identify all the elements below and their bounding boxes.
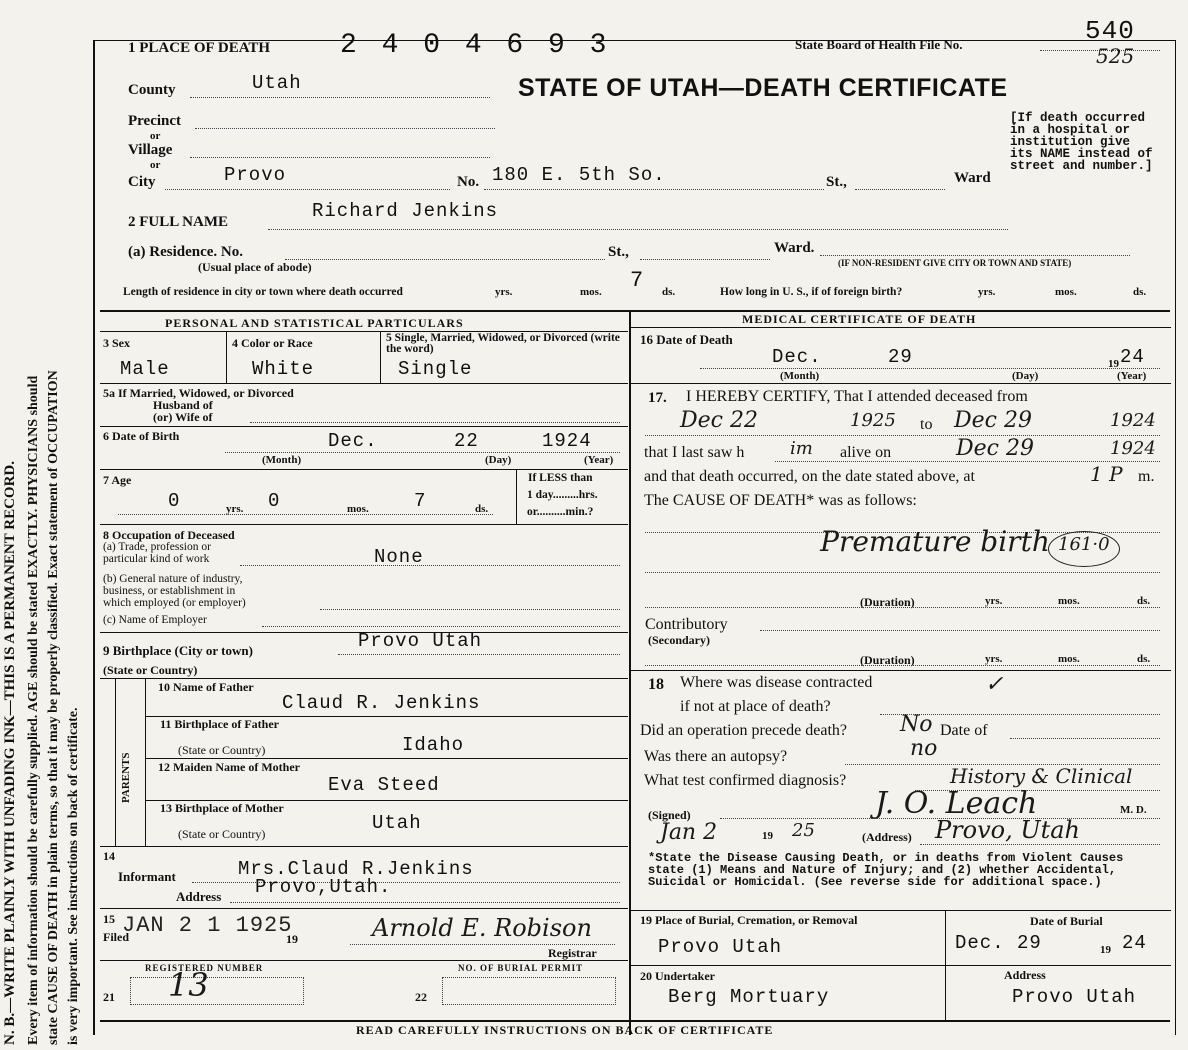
certify-text: I HEREBY CERTIFY, That I attended deceased from [686,388,1028,405]
alive-year: 1924 [1110,438,1156,459]
father-bp-sub: (State or Country) [178,743,266,757]
burial-permit-field: 22 [415,990,427,1004]
duration-line-1 [645,607,1160,608]
section-top-line [100,310,1170,312]
employer-line [262,626,620,627]
occupation-label: 8 Occupation of Deceased [103,528,235,542]
test-value: History & Clinical [950,764,1133,788]
city-label: City [128,174,156,190]
or-label-2: or [150,159,161,171]
signed-value: J. O. Leach [875,786,1038,821]
signed-label: (Signed) [648,808,691,822]
spouse-line [250,422,620,423]
city-line [165,189,450,190]
test-text: What test confirmed diagnosis? [644,772,847,789]
occupation-line [240,565,620,566]
residence-ward: Ward. [774,240,815,256]
county-value: Utah [252,72,302,94]
father-bp-value: Idaho [402,734,465,756]
left-border [93,40,95,1035]
dod-year: 24 [1120,346,1145,368]
or-min-label: or..........min.? [527,506,594,518]
occupation-a1: (a) Trade, profession or [103,541,211,553]
age-line [118,514,493,515]
registrar-line [350,944,615,945]
birthplace-line [338,654,620,655]
personal-section-title: PERSONAL AND STATISTICAL PARTICULARS [165,316,464,330]
m-label: m. [1138,468,1155,485]
q18-mark: ✓ [985,672,1004,697]
dob-year-caption: (Year) [584,454,614,466]
street-no-label: No. [457,174,480,190]
color-label: 4 Color or Race [232,336,313,350]
filed-num: 15 [103,912,115,926]
mother-bp-sub: (State or Country) [178,827,266,841]
age-mos-value: 0 [268,490,281,512]
burial-permit-box [442,977,616,1005]
usual-place: (Usual place of abode) [198,260,312,274]
parents-label: PARENTS [120,752,132,803]
nonresident-note: (IF NON-RESIDENT GIVE CITY OR TOWN AND STATE) [838,258,1072,268]
filed-label: Filed [103,930,129,944]
attended-from: Dec 22 [680,408,758,433]
medical-title-line [631,327,1171,328]
sex-label: 3 Sex [103,336,130,350]
father-value: Claud R. Jenkins [282,692,481,714]
undertaker-address-value: Provo Utah [1012,986,1137,1008]
filed-date: JAN 2 1 1925 [122,913,293,938]
color-value: White [252,358,315,380]
informant-num: 14 [103,849,115,863]
informant-address-line [230,902,620,903]
place-of-death-label: 1 PLACE OF DEATH [128,40,271,56]
operation-line [1010,738,1160,739]
ward-line [855,189,945,190]
signed-date: Jan 2 [660,820,718,845]
duration-yrs-2: yrs. [985,653,1003,665]
length-residence-label: Length of residence in city or town where death occurred [123,286,403,298]
contributory-line [760,630,1160,631]
burial-permit-label: NO. OF BURIAL PERMIT [458,963,584,973]
full-name-label: 2 FULL NAME [128,214,229,230]
informant-value: Mrs.Claud R.Jenkins [238,858,474,880]
parents-box-left [115,678,116,846]
attended-from-year: 1925 [850,410,896,431]
street-value: 180 E. 5th So. [492,164,666,186]
duration-mos-2: mos. [1058,653,1080,665]
burial-date-label: Date of Burial [1030,914,1103,928]
dob-month: Dec. [328,430,378,452]
attended-line [645,435,1160,436]
age-mos-label: mos. [347,503,369,515]
father-bp-label: 11 Birthplace of Father [160,717,279,731]
spouse-label-1: 5a If Married, Widowed, or Divorced [103,386,294,400]
village-line [190,157,490,158]
state-file-number: 540 [1085,16,1135,46]
operation-value: No [900,712,933,737]
dod-day: 29 [888,346,913,368]
residence-label: (a) Residence. No. [128,244,243,260]
duration-ds-2: ds. [1137,653,1151,665]
burial-date-value: Dec. 29 [955,932,1042,954]
medical-row-line-2 [631,670,1171,671]
us-ds: ds. [1133,286,1147,298]
full-name-line [268,229,1008,230]
certificate-title: STATE OF UTAH—DEATH CERTIFICATE [518,74,1008,102]
mother-bp-value: Utah [372,812,422,834]
residence-line-3 [820,255,1130,256]
burial-19: 19 [1100,944,1111,956]
precinct-line [195,128,495,129]
last-saw-text: that I last saw h [644,444,745,461]
mother-value: Eva Steed [328,774,440,796]
cause-code: 161·0 [1058,534,1110,555]
less-than-label: If LESS than [528,472,593,484]
row-line-8 [145,758,628,759]
signed-date-19: 19 [762,830,773,842]
marital-label: 5 Single, Married, Widowed, or Divorced (write the word) [386,332,620,355]
secondary-label: (Secondary) [648,633,710,647]
medical-row-line-1 [631,383,1171,384]
father-label: 10 Name of Father [158,680,254,694]
alive-date: Dec 29 [956,436,1034,461]
undertaker-address-label: Address [1004,968,1046,982]
attended-to: Dec 29 [954,408,1032,433]
us-yrs: yrs. [978,286,996,298]
age-ds-value: 7 [414,490,427,512]
street-line [484,189,824,190]
undertaker-label: 20 Undertaker [640,969,715,983]
us-mos: mos. [1055,286,1077,298]
contributory-label: Contributory [645,616,728,633]
duration-2: (Duration) [860,653,915,667]
undertaker-value: Berg Mortuary [668,986,830,1008]
side-note-line3: state CAUSE OF DEATH in plain terms, so that it may be properly classified. Exact statement of OCCUPATION [46,370,61,1045]
row-line-4 [100,524,628,525]
city-value: Provo [224,164,287,186]
occurred-time: 1 P [1090,462,1123,486]
registrar-signature: Arnold E. Robison [372,914,592,942]
cert-17-num: 17. [648,390,667,406]
burial-year: 24 [1122,932,1147,954]
occupation-value: None [374,546,424,568]
address-value: Provo, Utah [935,816,1080,844]
row-line-11 [100,908,628,909]
operation-text: Did an operation precede death? [640,722,848,739]
precinct-label: Precinct [128,113,182,129]
reg-num-field: 21 [103,990,115,1004]
state-file-label: State Board of Health File No. [795,37,963,52]
birthplace-label: 9 Birthplace (City or town) [103,643,253,658]
age-ds-label: ds. [475,503,489,515]
burial-place-label: 19 Place of Burial, Cremation, or Removal [640,913,858,927]
side-note-line2: Every item of information should be carefully supplied. AGE should be stated EXACTLY. PHYSICIANS should [26,375,41,1045]
st-label: St., [826,174,847,190]
duration-1: (Duration) [860,595,915,609]
parents-box-inner [145,678,146,846]
age-yrs-label: yrs. [226,503,244,515]
center-divider [629,310,631,1035]
dob-label: 6 Date of Birth [103,429,180,443]
occupation-b2: business, or establishment in [103,585,236,597]
right-border [1175,40,1176,1035]
occupation-b-line [320,609,620,610]
occupation-b3: which employed (or employer) [103,597,246,609]
dob-year: 1924 [542,430,592,452]
hospital-note: [If death occurred in a hospital or institution give its NAME instead of street and number.] [1010,111,1153,173]
mother-label: 12 Maiden Name of Mother [158,760,300,774]
medical-row-line-3 [631,910,1171,911]
attended-to-year: 1924 [1110,410,1156,431]
dod-month: Dec. [772,346,822,368]
birthplace-sub: (State or Country) [103,663,198,677]
cause-text: The CAUSE OF DEATH* was as follows: [644,492,917,509]
county-label: County [128,82,176,98]
length-days-value: 7 [630,268,645,293]
informant-address-label: Address [176,889,222,904]
certificate-number: 2 4 0 4 6 9 3 [340,30,611,61]
sex-divider [226,331,227,383]
row-line-10 [100,846,628,847]
autopsy-value: no [910,736,938,761]
row-line-2 [100,426,628,427]
full-name-value: Richard Jenkins [312,200,499,222]
undertaker-divider [945,965,946,1020]
dod-month-caption: (Month) [780,370,820,382]
color-divider [380,331,381,383]
occupation-c: (c) Name of Employer [103,614,207,626]
occupation-b1: (b) General nature of industry, [103,573,243,585]
county-line [190,97,490,98]
dod-label: 16 Date of Death [640,332,733,347]
filed-19: 19 [286,932,298,946]
dod-year-caption: (Year) [1117,370,1147,382]
footnote: *State the Disease Causing Death, or in deaths from Violent Causes state (1) Means and Nature of Injury; and (2) whether Accidental, Suicidal or Homicidal. (See reverse side for additional space.) [648,851,1124,889]
dod-line [700,368,1160,369]
state-file-number-2: 525 [1096,44,1135,68]
row-line-1 [100,383,628,384]
q18-text-2: if not at place of death? [680,698,831,715]
row-line-6 [100,678,628,679]
reg-num-box [130,977,304,1005]
q18-text-1: Where was disease contracted [680,674,873,691]
footer-text: READ CAREFULLY INSTRUCTIONS ON BACK OF CERTIFICATE [356,1023,774,1037]
dob-month-caption: (Month) [262,454,302,466]
dod-19: 19 [1108,358,1119,370]
day-hrs-label: 1 day.........hrs. [527,489,598,501]
length-mos: mos. [580,286,602,298]
side-note-line1: N. B.—WRITE PLAINLY WITH UNFADING INK—THIS IS A PERMANENT RECORD. [2,461,18,1045]
last-saw-pronoun: im [790,438,813,459]
date-of-label: Date of [940,722,988,739]
address-label: (Address) [862,830,912,844]
age-yrs-value: 0 [168,490,181,512]
birthplace-value: Provo Utah [358,630,483,652]
length-yrs: yrs. [495,286,513,298]
medical-section-title: MEDICAL CERTIFICATE OF DEATH [742,312,977,326]
spouse-label-2: Husband of [153,398,213,412]
cause-value: Premature birth [820,525,1050,558]
residence-line-2 [640,259,770,260]
registered-number-label: REGISTERED NUMBER [145,963,264,973]
medical-row-line-4 [631,965,1171,966]
length-ds: ds. [662,286,676,298]
side-note-line4: is very important. See instructions on back of certificate. [66,707,81,1045]
row-line-12 [100,960,628,961]
dob-line [225,452,620,453]
age-label: 7 Age [103,473,132,487]
residence-line [285,259,605,260]
md-label: M. D. [1120,804,1147,816]
informant-label: Informant [118,869,176,884]
cause-line-2 [645,572,1160,573]
duration-line-2 [645,665,1160,666]
sex-value: Male [120,358,170,380]
dob-day: 22 [454,430,479,452]
q18-num: 18 [648,676,664,693]
spouse-label-3: (or) Wife of [153,410,213,424]
residence-st: St., [608,244,629,260]
burial-place-value: Provo Utah [658,936,783,958]
ward-label: Ward [954,170,991,186]
to-label: to [920,416,933,433]
registered-number: 13 [168,966,209,1004]
mother-bp-label: 13 Birthplace of Mother [160,801,284,815]
alive-on-text: alive on [840,444,892,461]
how-long-us-label: How long in U. S., if of foreign birth? [720,286,903,298]
signed-year: 25 [792,820,815,841]
row-line-3 [100,469,628,470]
dob-day-caption: (Day) [485,454,512,466]
footer-line [100,1020,1170,1022]
registrar-label: Registrar [548,946,597,960]
duration-ds-1: ds. [1137,595,1151,607]
marital-value: Single [398,358,473,380]
burial-divider [945,910,946,965]
informant-address-value: Provo,Utah. [255,876,392,898]
age-divider [516,469,517,524]
dod-day-caption: (Day) [1012,370,1039,382]
autopsy-text: Was there an autopsy? [644,748,788,765]
address-line [920,844,1160,845]
occupation-a2: particular kind of work [103,553,210,565]
duration-yrs-1: yrs. [985,595,1003,607]
duration-mos-1: mos. [1058,595,1080,607]
village-label: Village [128,142,173,158]
or-label-1: or [150,130,161,142]
occurred-text: and that death occurred, on the date stated above, at [644,468,975,485]
